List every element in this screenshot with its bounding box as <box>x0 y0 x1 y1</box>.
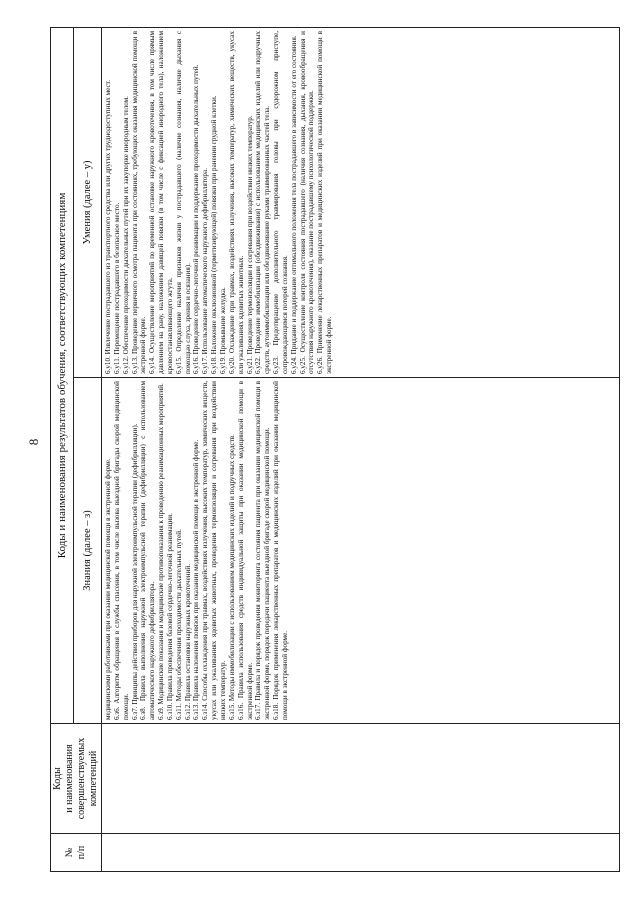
skill-item: 6.у11. Перемещение пострадавшего в безопасное место. <box>112 202 121 374</box>
knowledge-item: 6.з12. Правила остановки наружных кровотечений. <box>183 563 192 720</box>
cell-skills <box>102 28 620 378</box>
knowledge-item: 6.з17. Правила и порядок проведения мониторинга состояния пациента при оказании медицинской помощи в экстренной форме, порядок передачи пациента выездной бригаде скорой медицинской помощи. <box>254 381 272 720</box>
header-results: Коды и наименования результатов обучения, соответствующих компетенциям <box>51 28 74 724</box>
header-codes: Коды и наименования совершенствуемых компетенций <box>51 724 102 834</box>
table-body-row <box>102 28 620 872</box>
skill-item: 6.у12. Обеспечение проходимости дыхательных путей при их закупорке инородным телом. <box>121 96 130 374</box>
knowledge-item: 6.з14. Способы охлаждения при травмах, воздействиях излучения, высоких температур, химических веществ, укусах или ужаливаниях ядовитых животных, проведения термоизоляции и согревания при воздействии низких температур. <box>201 381 227 720</box>
skill-item: 6.у22. Проведение иммобилизации (обездвиживания) с использованием медицинских изделий или подручных средств, аутоиммобилизации или обездвиживание руками травмированных частей тела. <box>254 31 272 374</box>
knowledge-item: 6.з16. Правила использования средств индивидуальной защиты при оказании медицинской помощи в экстренной форме. <box>236 381 254 720</box>
skill-item: 6.у10. Извлечение пострадавшего из транспортного средства или других труднодоступных мест. <box>104 79 112 374</box>
header-knowledge: Знания (далее – з) <box>73 378 101 724</box>
knowledge-item: 6.з9. Медицинские показания и медицинские противопоказания к проведению реанимационных мероприятий. <box>157 383 166 720</box>
knowledge-list <box>104 381 290 720</box>
knowledge-item: 6.з10. Правила проведения базовой сердечно-легочной реанимации. <box>165 513 174 720</box>
competency-table <box>50 27 620 872</box>
knowledge-item: 6.з11. Методы обеспечения проходимости дыхательных путей. <box>174 529 183 720</box>
cell-codes <box>102 724 620 834</box>
skill-item: 6.у18. Наложение окклюзионной (герметизирующей) повязки при ранении грудной клетки. <box>210 95 219 374</box>
skill-item: 6.у24. Придание и поддержание оптимального положения тела пострадавшего в зависимости от его состояния. <box>289 35 298 374</box>
knowledge-item: 6.з13. Правила наложения повязок при оказании медицинской помощи в экстренной форме. <box>192 439 201 720</box>
skill-item: 6.у26. Применение лекарственных препаратов и медицинских изделий при оказании медицинской помощи в экстренной форме. <box>316 31 334 374</box>
cell-knowledge <box>102 378 620 724</box>
knowledge-item: 6.з15. Методы иммобилизации с использованием медицинских изделий и подручных средств. <box>227 434 236 720</box>
cell-number <box>102 834 620 872</box>
skill-item: 6.у15. Определение наличия признаков жизни у пострадавшего (наличие сознания, наличие дыхания с помощью слуха, зрения и осязания). <box>174 31 192 374</box>
skill-item: 6.у23. Предотвращение дополнительного травмирования головы при судорожном приступе, сопровождающимся потерей сознания. <box>272 31 289 374</box>
skill-item: 6.у25. Осуществление контроля состояния пострадавшего (наличия сознания, дыхания, кровообращения и отсутствия наружного кровотечения), оказание пострадавшему психологической поддержки. <box>298 31 316 374</box>
rotated-page-content <box>50 28 620 872</box>
knowledge-item: 6.з8. Правила выполнения наружной электроимпульсной терапии (дефибрилляции) с использованием автоматического наружного дефибриллятора. <box>139 381 157 720</box>
skill-item: 6.у13. Проведение первичного осмотра пациента при состояниях, требующих оказания медицинской помощи в экстренной форме. <box>130 31 148 374</box>
knowledge-item: 6.з18. Порядок применения лекарственных препаратов и медицинских изделий при оказании медицинской помощи в экстренной форме. <box>272 381 289 720</box>
knowledge-item: 6.з6. Алгоритм обращения в службы спасения, в том числе вызова выездной бригады скорой медицинской помощи. <box>112 381 130 720</box>
page-number: 8 <box>26 438 41 446</box>
table-header-row <box>51 28 74 872</box>
knowledge-item: медицинскими работниками при оказании медицинской помощи в экстренной форме. <box>104 458 112 720</box>
skill-item: 6.у20. Охлаждение при травмах, воздействиях излучения, высоких температур, химических веществ, укусах или ужаливаниях ядовитых животных. <box>227 31 245 374</box>
skill-item: 6.у14. Осуществление мероприятий по временной остановке наружного кровотечения, в том числе прямым давлением на рану, наложением давящей повязки (в том числе с фиксацией инородного тела), наложением кровоостанавливающего жгута. <box>148 31 174 374</box>
header-number: № п/п <box>51 834 102 872</box>
header-skills: Умения (далее – у) <box>73 28 101 378</box>
skill-item: 6.у21. Проведение термоизоляции и согревания при воздействии низких температур. <box>245 115 254 374</box>
skill-item: 6.у19. Промывание желудка. <box>218 287 227 374</box>
skill-item: 6.у17. Использование автоматического наружного дефибриллятора. <box>201 168 210 374</box>
skill-item: 6.у16. Проведение сердечно-легочной реанимации и поддержание проходимости дыхательных путей. <box>192 64 201 374</box>
knowledge-item: 6.з7. Принципы действия приборов для наружной электроимпульсной терапии (дефибрилляции). <box>130 423 139 720</box>
skills-list <box>104 31 334 374</box>
